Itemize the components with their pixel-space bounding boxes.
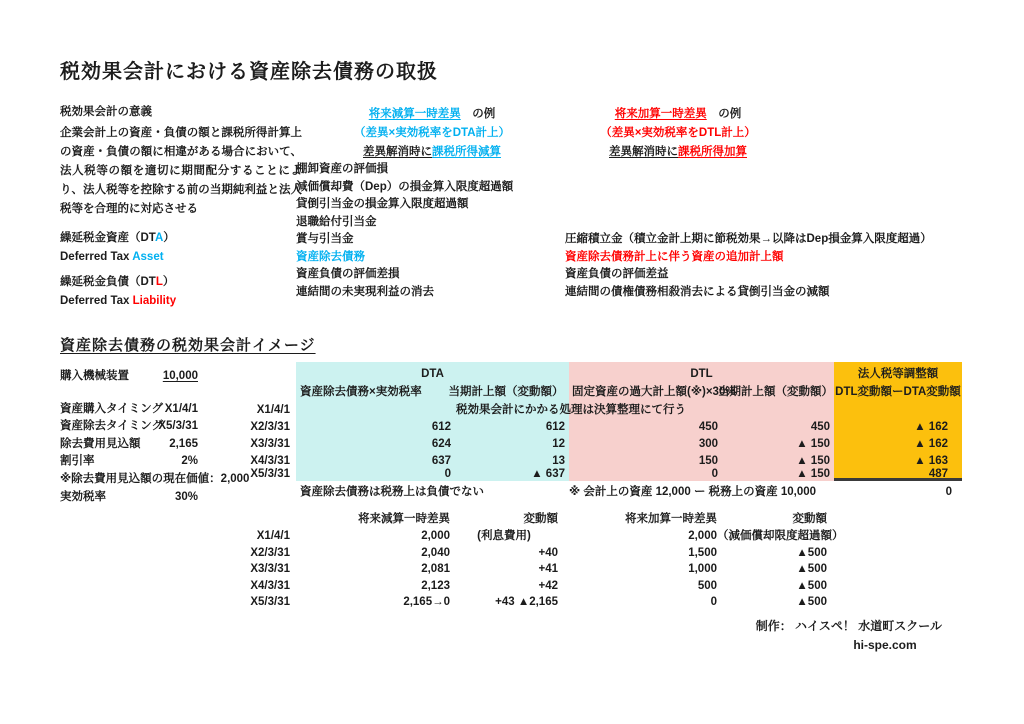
taxable-title: 将来加算一時差異: [614, 108, 707, 120]
list-item: 圧縮積立金（積立金計上期に節税効果→以降はDep損金算入限度超過）: [565, 233, 932, 245]
dta-subheader-change: 当期計上額（変動額）: [448, 386, 564, 398]
list-item: 資産負債の評価差益: [565, 268, 669, 280]
param-value: 30%: [174, 491, 198, 503]
row-label: X4/3/31: [250, 455, 290, 467]
credit-line: 制作： ハイスペ！ 水道町スクール: [755, 619, 942, 633]
taxable-header: [578, 105, 778, 162]
list-item: 賞与引当金: [296, 233, 354, 245]
present-value-note: ※除去費用見込額の現在価値：2,000: [60, 473, 250, 485]
deductible-subtitle: （差異×実効税率をDTA計上）: [354, 127, 510, 139]
param-label: 実効税率: [60, 491, 106, 503]
list-item: 連結間の債権債務相殺消去による貸倒引当金の減額: [565, 285, 830, 298]
table-row: X2/3/31 612 612 450 450 ▲ 162: [236, 419, 958, 435]
dta-definition-jp: [60, 230, 175, 247]
list-item-aro-asset-addition: 資産除去債務計上に伴う資産の追加計上額: [565, 250, 784, 263]
dta-en-accent: Asset: [132, 251, 164, 263]
list-item-asset-retirement-obligation: 資産除去債務: [296, 250, 365, 263]
param-row: [60, 418, 198, 435]
dtl-note: ※ 会計上の資産 12,000 ー 税務上の資産 10,000: [569, 486, 817, 498]
param-row: [60, 436, 198, 453]
param-label: 購入機械装置: [60, 370, 129, 382]
param-label: 除去費用見込額: [60, 438, 141, 450]
dtl-en-accent: Liability: [132, 295, 177, 307]
row-label: X1/4/1: [256, 530, 290, 542]
param-value: X5/3/31: [158, 420, 198, 432]
dtl-definition-en: [60, 293, 176, 310]
column-header: 変動額: [792, 513, 827, 525]
table-row: X1/4/1 2,000 (利息費用) 2,000（減価償却限度超過額）: [236, 528, 827, 544]
deductible-resolution-accent: 課税所得減算: [432, 146, 501, 158]
row-label: X5/3/31: [250, 596, 290, 608]
row-label: X1/4/1: [256, 404, 290, 416]
param-value: 2,165: [169, 438, 198, 450]
param-value: X1/4/1: [164, 403, 198, 415]
list-item: 減価償却費（Dep）の損金算入限度超過額: [296, 180, 514, 193]
list-item: 資産負債の評価差損: [296, 268, 400, 280]
list-item: 貸倒引当金の損金算入限度超過額: [296, 198, 469, 210]
meaning-body: 企業会計上の資産・負債の額と課税所得計算上の資産・負債の額に相違がある場合において、法人税等の額を適切に期間配分することにより、法人税等を控除する前の当期純利益と法人税等を合理的に対応させる: [60, 127, 302, 215]
table-row: X5/3/31 0 ▲ 637 0 ▲ 150 487: [236, 466, 958, 482]
dtl-jp-suffix: ）: [162, 276, 175, 288]
page-title: 税効果会計における資産除去債務の取扱: [60, 61, 438, 83]
dtl-jp-prefix: 繰延税金負債（DT: [60, 276, 156, 288]
list-item: 棚卸資産の評価損: [296, 163, 388, 175]
deductible-title: 将来減算一時差異: [368, 108, 461, 120]
dta-subheader-balance: 資産除去債務×実効税率: [300, 386, 422, 398]
param-row: [60, 489, 198, 506]
table-row: X4/3/31 637 13 150 ▲ 150 ▲ 163: [236, 453, 958, 469]
row-label: X2/3/31: [250, 421, 290, 433]
row-label: X4/3/31: [250, 580, 290, 592]
param-row: [60, 368, 198, 385]
deductible-title-suffix: の例: [460, 108, 496, 120]
param-label: 資産除去タイミング: [60, 420, 164, 432]
table-row: X4/3/31 2,123 +42 500 ▲500: [236, 578, 827, 594]
param-row: [60, 401, 198, 418]
row-label: X3/3/31: [250, 438, 290, 450]
param-label: 資産購入タイミング: [60, 403, 164, 415]
adjustment-subheader: DTL変動額ーDTA変動額: [835, 386, 961, 398]
list-item: 連結間の未実現利益の消去: [296, 285, 434, 298]
row-label: X3/3/31: [250, 563, 290, 575]
deductible-examples-list: [296, 161, 513, 301]
taxable-resolution-prefix: 差異解消時に: [609, 146, 678, 158]
dta-definition-en: [60, 249, 164, 266]
detail-table-header: [236, 511, 827, 527]
column-header: 将来減算一時差異: [358, 513, 450, 525]
column-header: 変動額: [523, 513, 558, 525]
dtl-header: DTL: [690, 368, 713, 380]
meaning-heading: 税効果会計の意義: [60, 106, 152, 118]
dta-jp-accent: A: [154, 232, 164, 244]
table-row: X2/3/31 2,040 +40 1,500 ▲500: [236, 545, 827, 561]
param-value: 2%: [181, 455, 198, 467]
param-value: 10,000: [162, 370, 198, 382]
table-row: X5/3/31 2,165→0 +43 ▲2,165 0 ▲500: [236, 594, 827, 610]
dtl-subheader-balance: 固定資産の過大計上額(※)×30%: [572, 386, 736, 398]
table-row: X3/3/31 624 12 300 ▲ 150 ▲ 162: [236, 436, 958, 452]
credit-url: hi-spe.com: [853, 638, 917, 652]
taxable-title-suffix: の例: [706, 108, 742, 120]
taxable-resolution-accent: 課税所得加算: [678, 146, 747, 158]
adjustment-header: 法人税等調整額: [857, 368, 939, 380]
dtl-subheader-change: 当期計上額（変動額）: [718, 386, 833, 398]
dtl-en-prefix: Deferred Tax: [60, 295, 133, 307]
dtl-definition-jp: [60, 274, 174, 291]
taxable-examples-list: [565, 231, 932, 301]
deductible-header: [332, 105, 532, 162]
adjustment-total: 0: [945, 486, 952, 498]
table-row: [236, 402, 958, 418]
dta-jp-prefix: 繰延税金資産（DT: [60, 232, 155, 244]
x1-processing-note: 税効果会計にかかる処理は決算整理にて行う: [456, 404, 686, 416]
row-label: X2/3/31: [250, 547, 290, 559]
dtl-jp-accent: L: [155, 276, 163, 288]
column-header: 将来加算一時差異: [625, 513, 717, 525]
section-heading: 資産除去債務の税効果会計イメージ: [60, 337, 316, 354]
param-row: [60, 453, 198, 470]
dta-en-prefix: Deferred Tax: [60, 251, 133, 263]
list-item: 退職給付引当金: [296, 215, 377, 228]
deductible-resolution-prefix: 差異解消時に: [363, 146, 432, 158]
taxable-subtitle: （差異×実効税率をDTL計上）: [600, 127, 756, 139]
dta-note: 資産除去債務は税務上は負債でない: [300, 486, 484, 498]
table-row: X3/3/31 2,081 +41 1,000 ▲500: [236, 561, 827, 577]
dta-header: DTA: [421, 368, 444, 380]
dta-jp-suffix: ）: [163, 232, 175, 244]
param-label: 割引率: [60, 455, 95, 467]
row-label: X5/3/31: [250, 468, 290, 480]
